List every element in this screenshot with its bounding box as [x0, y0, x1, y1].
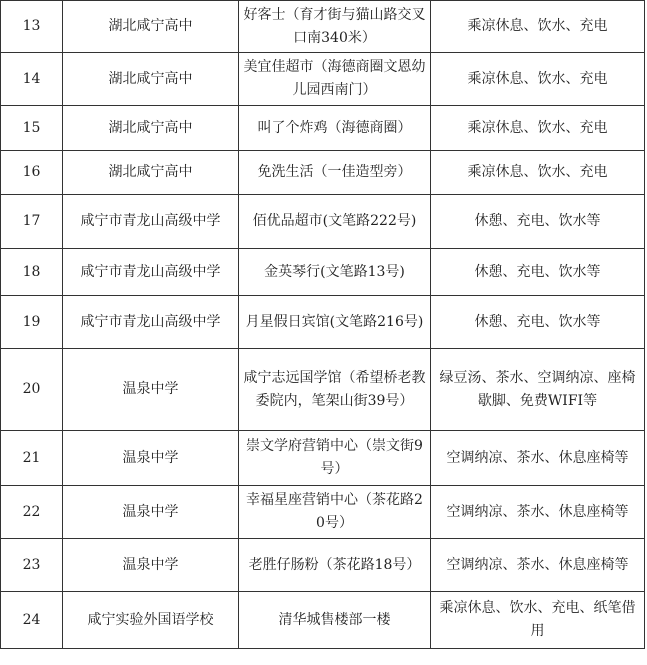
- table-row: [1, 106, 645, 151]
- table-row: [1, 539, 645, 592]
- row-number: 20: [1, 349, 63, 431]
- school-cell: 咸宁市青龙山高级中学: [63, 195, 239, 249]
- service-cell: 空调纳凉、茶水、休息座椅等: [431, 486, 645, 539]
- row-number: 23: [1, 539, 63, 592]
- row-number: 16: [1, 151, 63, 195]
- table-row: [1, 53, 645, 106]
- service-cell: 乘凉休息、饮水、充电: [431, 106, 645, 151]
- location-cell: 清华城售楼部一楼: [239, 592, 431, 649]
- table-row: [1, 486, 645, 539]
- school-cell: 温泉中学: [63, 539, 239, 592]
- service-cell: 乘凉休息、饮水、充电、纸笔借用: [431, 592, 645, 649]
- school-cell: 湖北咸宁高中: [63, 53, 239, 106]
- row-number: 17: [1, 195, 63, 249]
- school-cell: 温泉中学: [63, 486, 239, 539]
- location-cell: 叫了个炸鸡（海德商圈）: [239, 106, 431, 151]
- location-cell: 老胜仔肠粉（茶花路18号）: [239, 539, 431, 592]
- row-number: 21: [1, 431, 63, 486]
- service-cell: 空调纳凉、茶水、休息座椅等: [431, 539, 645, 592]
- service-cell: 绿豆汤、茶水、空调纳凉、座椅歇脚、免费WIFI等: [431, 349, 645, 431]
- table-row: [1, 195, 645, 249]
- school-cell: 咸宁实验外国语学校: [63, 592, 239, 649]
- row-number: 14: [1, 53, 63, 106]
- location-cell: 佰优品超市(文笔路222号): [239, 195, 431, 249]
- row-number: 24: [1, 592, 63, 649]
- table-row: [1, 592, 645, 649]
- table-row: [1, 349, 645, 431]
- location-cell: 幸福星座营销中心（茶花路20号）: [239, 486, 431, 539]
- service-cell: 空调纳凉、茶水、休息座椅等: [431, 431, 645, 486]
- school-cell: 温泉中学: [63, 431, 239, 486]
- location-cell: 好客士（育才街与猫山路交叉口南340米）: [239, 1, 431, 53]
- location-cell: 崇文学府营销中心（崇文街9号）: [239, 431, 431, 486]
- service-cell: 乘凉休息、饮水、充电: [431, 1, 645, 53]
- school-cell: 湖北咸宁高中: [63, 151, 239, 195]
- table-row: [1, 296, 645, 349]
- location-cell: 美宜佳超市（海德商圈文恩幼儿园西南门）: [239, 53, 431, 106]
- location-cell: 金英琴行(文笔路13号): [239, 249, 431, 296]
- school-cell: 咸宁市青龙山高级中学: [63, 296, 239, 349]
- service-cell: 乘凉休息、饮水、充电: [431, 151, 645, 195]
- school-cell: 湖北咸宁高中: [63, 1, 239, 53]
- table-row: [1, 431, 645, 486]
- location-cell: 免洗生活（一佳造型旁）: [239, 151, 431, 195]
- row-number: 19: [1, 296, 63, 349]
- row-number: 18: [1, 249, 63, 296]
- service-cell: 休憩、充电、饮水等: [431, 195, 645, 249]
- service-cell: 休憩、充电、饮水等: [431, 249, 645, 296]
- row-number: 13: [1, 1, 63, 53]
- school-cell: 温泉中学: [63, 349, 239, 431]
- service-cell: 休憩、充电、饮水等: [431, 296, 645, 349]
- location-cell: 咸宁志远国学馆（希望桥老教委院内，笔架山街39号）: [239, 349, 431, 431]
- row-number: 22: [1, 486, 63, 539]
- location-cell: 月星假日宾馆(文笔路216号): [239, 296, 431, 349]
- table-row: [1, 1, 645, 53]
- school-cell: 湖北咸宁高中: [63, 106, 239, 151]
- table-row: [1, 249, 645, 296]
- table-row: [1, 151, 645, 195]
- school-cell: 咸宁市青龙山高级中学: [63, 249, 239, 296]
- row-number: 15: [1, 106, 63, 151]
- service-cell: 乘凉休息、饮水、充电: [431, 53, 645, 106]
